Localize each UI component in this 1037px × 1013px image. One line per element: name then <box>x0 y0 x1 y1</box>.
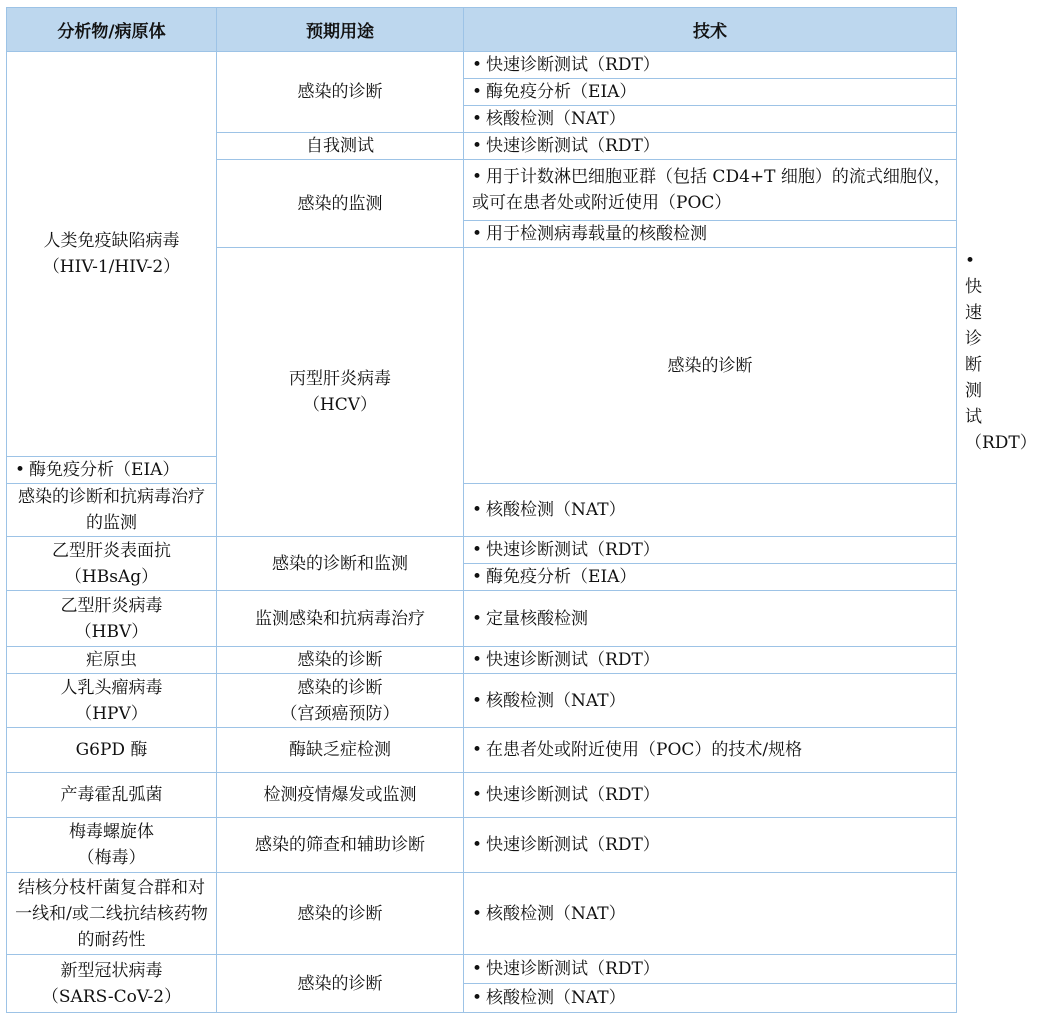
intended-use-cell <box>217 591 464 647</box>
intended-use-cell <box>217 160 464 248</box>
technology-text: 在患者处或附近使用（POC）的技术/规格 <box>486 740 803 760</box>
analyte-line: （HCV） <box>302 395 378 415</box>
intended-use-line: 感染的诊断 <box>297 82 383 102</box>
technology-cell <box>464 984 957 1013</box>
table-row <box>7 52 957 79</box>
intended-use-line: 感染的监测 <box>297 193 383 214</box>
bullet-icon: • <box>472 82 483 102</box>
table-row <box>7 818 957 873</box>
technology-text: 快速诊断测试（RDT） <box>486 55 660 75</box>
technology-text: 快速诊断测试（RDT） <box>486 835 660 855</box>
intended-use-line: 感染的诊断和抗病毒治疗的监测 <box>18 487 205 533</box>
bullet-icon: • <box>472 959 483 979</box>
intended-use-line: 感染的诊断 <box>297 650 383 670</box>
analyte-cell <box>7 873 217 955</box>
intended-use-line: 检测疫情爆发或监测 <box>263 785 417 805</box>
technology-cell <box>464 79 957 106</box>
intended-use-line: 感染的诊断和监测 <box>272 553 408 574</box>
analyte-cell <box>7 773 217 818</box>
analyte-line: 乙型肝炎表面抗 <box>52 540 171 561</box>
analyte-line: （SARS-CoV-2） <box>41 986 182 1007</box>
analyte-line: （梅毒） <box>77 848 146 868</box>
bullet-icon: • <box>472 988 483 1008</box>
analyte-cell <box>7 52 217 457</box>
header-row <box>7 8 957 52</box>
bullet-icon: • <box>472 55 483 75</box>
technology-text: 快速诊断测试（RDT） <box>486 540 660 560</box>
analyte-line: 人类免疫缺陷病毒 <box>43 231 180 251</box>
technology-text: 核酸检测（NAT） <box>486 988 626 1008</box>
bullet-icon: • <box>472 608 483 629</box>
analyte-line: （HPV） <box>75 703 148 724</box>
analyte-line: （HBsAg） <box>64 566 159 587</box>
analyte-cell <box>7 818 217 873</box>
technology-cell <box>464 52 957 79</box>
analyte-cell <box>7 537 217 591</box>
intended-use-cell <box>464 248 957 484</box>
table-row <box>7 591 957 647</box>
technology-text: 酶免疫分析（EIA） <box>29 460 180 480</box>
technology-text: 定量核酸检测 <box>486 608 589 629</box>
technology-text: 用于检测病毒载量的核酸检测 <box>486 224 708 244</box>
technology-text: 用于计数淋巴细胞亚群（包括 CD4+T 细胞）的流式细胞仪，或可在患者处或附近使用（POC） <box>472 167 951 213</box>
analyte-cell <box>217 248 464 537</box>
technology-cell <box>464 221 957 248</box>
technology-cell <box>464 106 957 133</box>
technology-cell <box>464 773 957 818</box>
intended-use-cell <box>217 647 464 674</box>
analyte-line: 疟原虫 <box>86 650 137 670</box>
header-technology: 技术 <box>464 8 957 52</box>
technology-cell <box>464 484 957 537</box>
technology-text: 快速诊断测试（RDT） <box>486 785 660 805</box>
bullet-icon: • <box>472 650 483 670</box>
analyte-line: 产毒霍乱弧菌 <box>60 785 163 805</box>
table-body <box>7 52 1037 1013</box>
bullet-icon: • <box>472 500 483 520</box>
bullet-icon: • <box>472 740 483 760</box>
table-row <box>7 647 957 674</box>
header-intended-use: 预期用途 <box>217 8 464 52</box>
technology-cell <box>464 160 957 221</box>
technology-cell <box>464 537 957 564</box>
technology-text: 核酸检测（NAT） <box>486 500 626 520</box>
bullet-icon: • <box>965 251 976 271</box>
analyte-line: 乙型肝炎病毒 <box>60 595 163 616</box>
bullet-icon: • <box>472 167 483 187</box>
table-row <box>7 674 957 728</box>
table-wrapper <box>6 7 1037 1013</box>
technology-cell <box>7 457 217 484</box>
table-row <box>7 484 957 537</box>
technology-cell <box>464 591 957 647</box>
intended-use-cell <box>217 537 464 591</box>
technology-text: 快速诊断测试（RDT） <box>486 959 660 979</box>
header-analyte: 分析物/病原体 <box>7 8 217 52</box>
intended-use-line: 监测感染和抗病毒治疗 <box>255 608 425 629</box>
intended-use-cell <box>7 484 217 537</box>
technology-cell <box>464 133 957 160</box>
analyte-cell <box>7 674 217 728</box>
intended-use-cell <box>217 728 464 773</box>
table-row <box>7 537 957 564</box>
intended-use-line: 感染的筛查和辅助诊断 <box>255 835 425 855</box>
intended-use-cell <box>217 818 464 873</box>
bullet-icon: • <box>15 460 26 480</box>
analyte-cell <box>7 955 217 1013</box>
bullet-icon: • <box>472 136 483 156</box>
analyte-line: 丙型肝炎病毒 <box>289 369 391 389</box>
bullet-icon: • <box>472 785 483 805</box>
bullet-icon: • <box>472 567 483 587</box>
technology-text: 酶免疫分析（EIA） <box>486 82 637 102</box>
analyte-line: 梅毒螺旋体 <box>69 822 154 842</box>
analyte-line: 人乳头瘤病毒 <box>60 677 163 698</box>
intended-use-line: （宫颈癌预防） <box>280 703 400 724</box>
analyte-cell <box>7 647 217 674</box>
table-row <box>7 955 957 984</box>
technology-text: 快速诊断测试（RDT） <box>965 277 1037 453</box>
bullet-icon: • <box>472 903 483 924</box>
table-row <box>7 773 957 818</box>
analyte-cell <box>7 591 217 647</box>
bullet-icon: • <box>472 540 483 560</box>
technology-text: 核酸检测（NAT） <box>486 903 626 924</box>
technology-cell <box>464 647 957 674</box>
technology-text: 快速诊断测试（RDT） <box>486 136 660 156</box>
table-row <box>7 873 957 955</box>
intended-use-line: 酶缺乏症检测 <box>289 740 391 760</box>
intended-use-cell <box>217 955 464 1013</box>
analyte-line: 结核分枝杆菌复合群和对一线和/或二线抗结核药物的耐药性 <box>15 877 208 950</box>
intended-use-cell <box>217 133 464 160</box>
bullet-icon: • <box>472 690 483 711</box>
intended-use-line: 感染的诊断 <box>297 973 383 994</box>
bullet-icon: • <box>472 109 483 129</box>
technology-cell <box>464 873 957 955</box>
technology-text: 酶免疫分析（EIA） <box>486 567 637 587</box>
analyte-line: （HIV-1/HIV-2） <box>42 257 181 277</box>
technology-text: 快速诊断测试（RDT） <box>486 650 660 670</box>
technology-text: 核酸检测（NAT） <box>486 109 626 129</box>
analyte-line: 新型冠状病毒 <box>60 960 163 981</box>
intended-use-line: 感染的诊断 <box>667 355 753 376</box>
technology-text: 核酸检测（NAT） <box>486 690 626 711</box>
intended-use-cell <box>217 773 464 818</box>
analyte-cell <box>7 728 217 773</box>
intended-use-line: 感染的诊断 <box>297 677 383 698</box>
technology-cell <box>464 674 957 728</box>
table-row <box>7 728 957 773</box>
technology-cell <box>464 728 957 773</box>
technology-cell <box>464 564 957 591</box>
bullet-icon: • <box>472 224 483 244</box>
intended-use-line: 自我测试 <box>306 136 374 156</box>
analyte-line: （HBV） <box>74 621 149 642</box>
technology-cell <box>464 818 957 873</box>
diagnostics-table <box>6 7 1037 1013</box>
intended-use-cell <box>217 52 464 133</box>
intended-use-cell <box>217 873 464 955</box>
bullet-icon: • <box>472 835 483 855</box>
intended-use-cell <box>217 674 464 728</box>
technology-cell <box>464 955 957 984</box>
analyte-line: G6PD 酶 <box>75 740 148 760</box>
intended-use-line: 感染的诊断 <box>297 903 383 924</box>
